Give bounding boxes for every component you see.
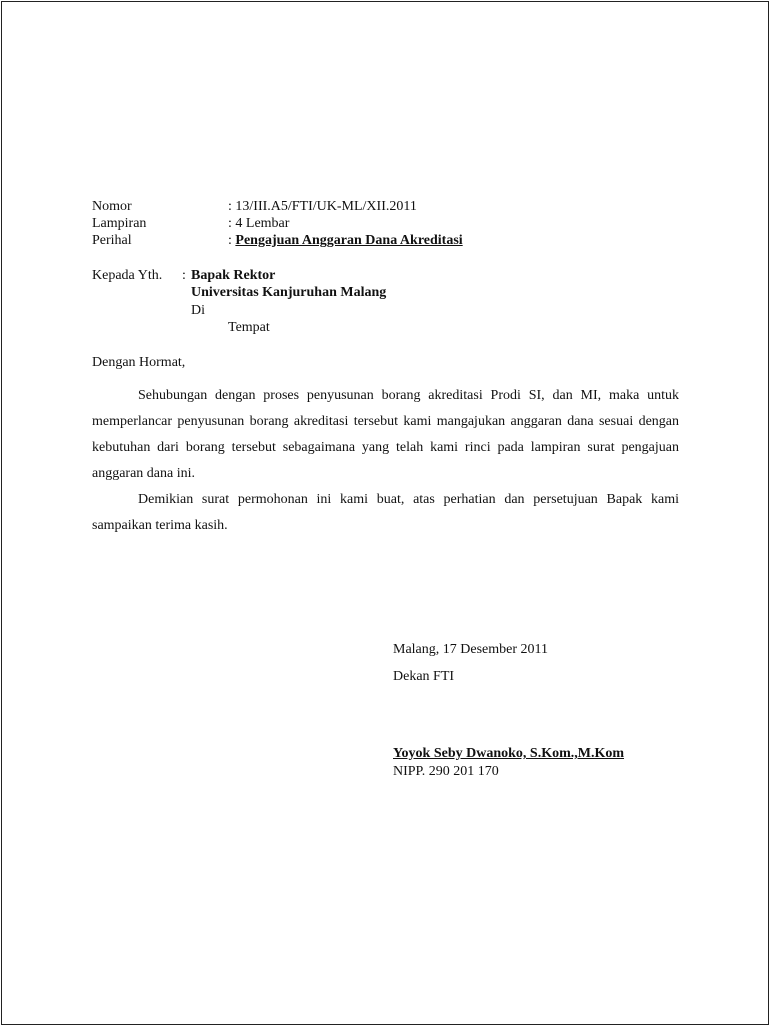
body-paragraph-2: Demikian surat permohonan ini kami buat, atas perhatian dan persetujuan Bapak kami sampaikan terima kasih. bbox=[92, 492, 679, 533]
signer-name: Yoyok Seby Dwanoko, S.Kom.,M.Kom bbox=[393, 746, 625, 761]
salutation: Dengan Hormat, bbox=[92, 355, 186, 370]
perihal-label: Perihal bbox=[92, 233, 132, 248]
recipient-di: Di bbox=[191, 303, 205, 318]
signer-position: Dekan FTI bbox=[393, 669, 455, 684]
recipient-label: Kepada Yth. bbox=[92, 268, 163, 283]
lampiran-value: : 4 Lembar bbox=[228, 216, 290, 231]
recipient-colon: : bbox=[182, 268, 186, 283]
body-paragraph-1: Sehubungan dengan proses penyusunan borang akreditasi Prodi SI, dan MI, maka untuk memperlancar penyusunan borang akreditasi tersebut kami mangajukan anggaran dana sesuai dengan kebutuhan dari borang tersebut sebagaimana yang telah kami rinci pada lampiran surat pengajuan anggaran dana ini. bbox=[92, 388, 679, 481]
lampiran-label: Lampiran bbox=[92, 216, 147, 231]
recipient-name: Bapak Rektor bbox=[191, 268, 276, 283]
perihal-colon: : bbox=[228, 233, 236, 248]
nomor-value: : 13/III.A5/FTI/UK-ML/XII.2011 bbox=[228, 199, 417, 214]
recipient-tempat: Tempat bbox=[228, 320, 270, 335]
nomor-label: Nomor bbox=[92, 199, 132, 214]
perihal-field bbox=[228, 232, 463, 249]
place-date: Malang, 17 Desember 2011 bbox=[393, 642, 548, 657]
perihal-value: Pengajuan Anggaran Dana Akreditasi bbox=[235, 233, 463, 248]
recipient-institution: Universitas Kanjuruhan Malang bbox=[191, 285, 387, 300]
signer-nipp: NIPP. 290 201 170 bbox=[393, 764, 499, 779]
